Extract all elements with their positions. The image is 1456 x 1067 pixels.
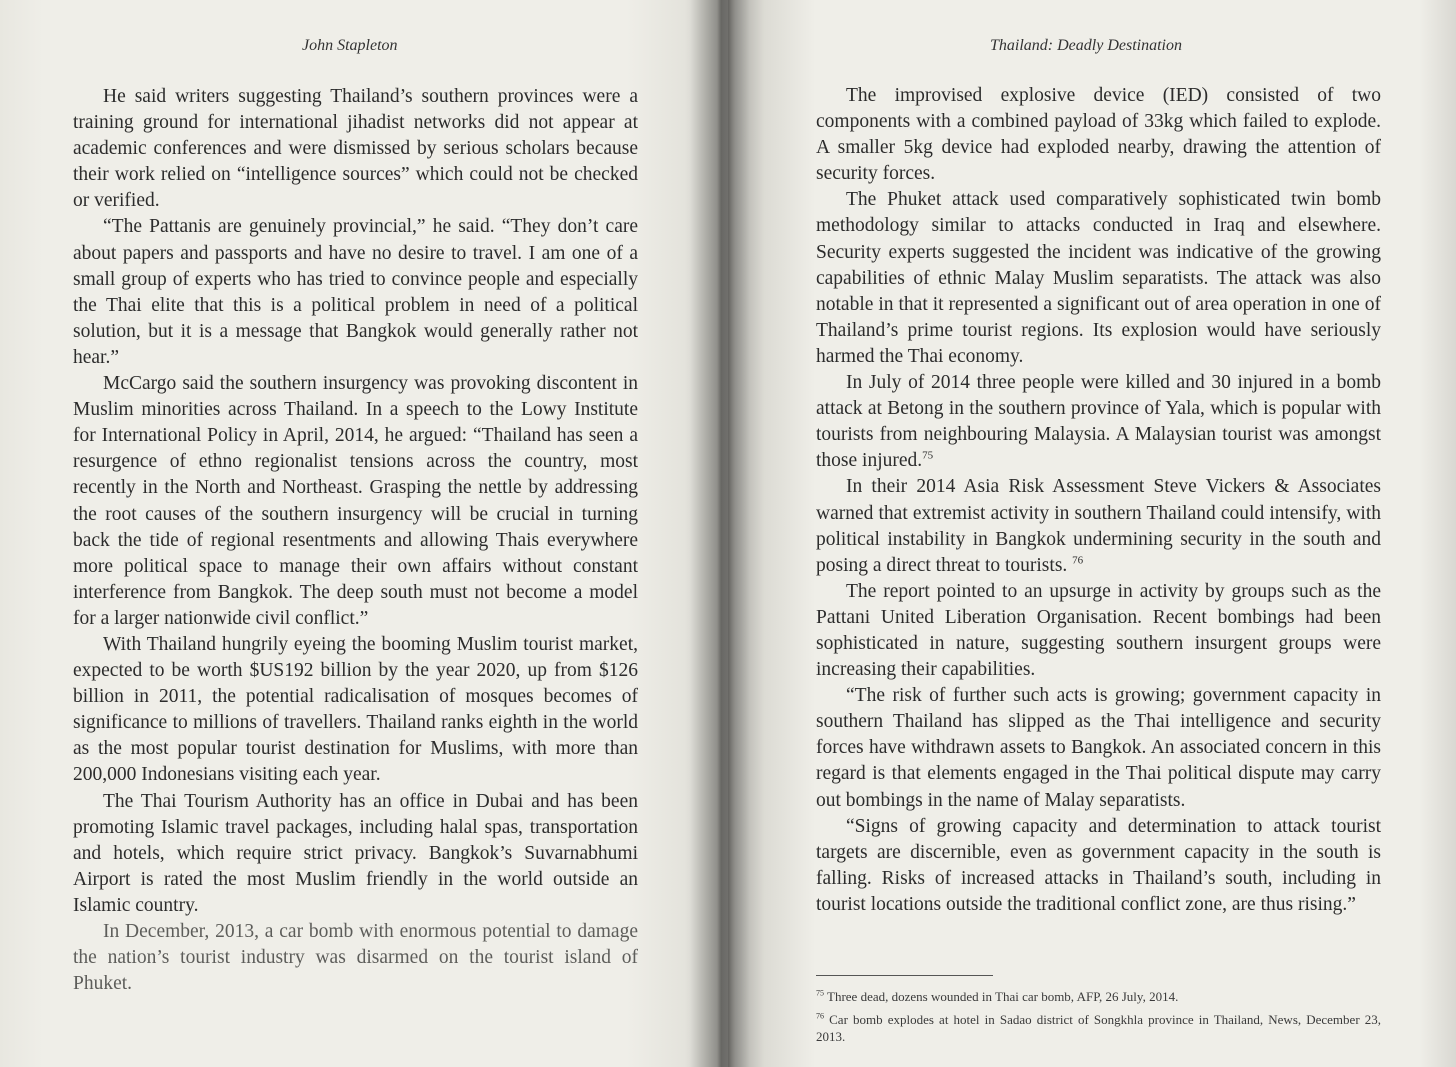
footnote-marker: 76 xyxy=(816,1011,824,1021)
paragraph: “Signs of growing capacity and determination to attack tourist targets are discernible, even as government capacity in the south is falling. Risks of increased attacks in Thailand’s south, including in tourist locations outside the traditional conflict zone, are thus rising.” xyxy=(816,815,1381,915)
paragraph: With Thailand hungrily eyeing the booming Muslim tourist market, expected to be worth $US192 billion by the year 2020, up from $126 billion in 2011, the potential radicalisation of mosques becomes of significance to millions of travellers. Thailand ranks eighth in the world as the most popular tourist destination for Muslims, with more than 200,000 Indonesians visiting each year. xyxy=(73,633,638,786)
running-head-title: Thailand: Deadly Destination xyxy=(990,37,1182,54)
footnote-text: Car bomb explodes at hotel in Sadao district of Songkhla province in Thailand, News, December 23, 2013. xyxy=(816,1012,1382,1044)
paragraph-text: In their 2014 Asia Risk Assessment Steve Vickers & Associates warned that extremist activity in southern Thailand could intensify, with political instability in Bangkok undermining security in the south and posing a direct threat to tourists. xyxy=(816,476,1381,576)
running-head-author: John Stapleton xyxy=(302,37,398,54)
paragraph-with-note xyxy=(816,370,1381,474)
paragraph: The improvised explosive device (IED) consisted of two components with a combined payload of 33kg which failed to explode. A smaller 5kg device had exploded nearby, drawing the attention of security forces. xyxy=(816,85,1381,185)
paragraph: “The risk of further such acts is growing; government capacity in southern Thailand has slipped as the Thai intelligence and security forces have withdrawn assets to Bangkok. An associated concern in this regard is that elements engaged in the Thai political dispute may carry out bombings in the name of Malay separatists. xyxy=(816,685,1381,811)
paragraph: He said writers suggesting Thailand’s southern provinces were a training ground for international jihadist networks did not appear at academic conferences and were dismissed by serious scholars because their work relied on “intelligence sources” which could not be checked or verified. xyxy=(73,86,638,212)
footnote-ref-75: 75 xyxy=(922,449,934,462)
footnote-text: Three dead, dozens wounded in Thai car bomb, AFP, 26 July, 2014. xyxy=(827,989,1179,1004)
paragraph: The Thai Tourism Authority has an office in Dubai and has been promoting Islamic travel packages, including halal spas, transportation and hotels, which require strict privacy. Bangkok’s Suvarnabhumi Airport is rated the most Muslim friendly in the world outside an Islamic country. xyxy=(73,790,638,916)
paragraph: McCargo said the southern insurgency was provoking discontent in Muslim minorities across Thailand. In a speech to the Lowy Institute for International Policy in April, 2014, he argued: “Thailand has seen a resurgence of ethno regionalist tensions across the country, most recently in the North and Northeast. Grasping the nettle by addressing the root causes of the southern insurgency will be crucial in turning back the tide of regional resentments and allowing Thais everywhere more political space to manage their own affairs without constant interference from Bangkok. The deep south must not become a model for a larger nationwide civil conflict.” xyxy=(73,373,638,629)
right-page-body xyxy=(816,83,1381,918)
left-page-body xyxy=(73,84,638,997)
footnote-marker: 75 xyxy=(816,988,824,998)
footnote-ref-76: 76 xyxy=(1072,554,1084,567)
footnote xyxy=(816,988,1381,1005)
paragraph: In December, 2013, a car bomb with enormous potential to damage the nation’s tourist industry was disarmed on the tourist island of Phuket. xyxy=(73,921,638,995)
paragraph-text: In July of 2014 three people were killed and 30 injured in a bomb attack at Betong in the southern province of Yala, which is popular with tourists from neighbouring Malaysia. A Malaysian tourist was amongst those injured. xyxy=(816,372,1381,472)
paragraph: The report pointed to an upsurge in activity by groups such as the Pattani United Liberation Organisation. Recent bombings had been sophisticated in nature, suggesting southern insurgent groups were increasing their capabilities. xyxy=(816,580,1381,681)
paragraph: “The Pattanis are genuinely provincial,” he said. “They don’t care about papers and passports and have no desire to travel. I am one of a small group of experts who has tried to convince people and especially the Thai elite that this is a political problem in need of a political solution, but it is a message that Bangkok would generally rather not hear.” xyxy=(73,216,638,368)
footnote xyxy=(816,1011,1381,1045)
footnotes xyxy=(816,988,1381,1051)
paragraph: The Phuket attack used comparatively sophisticated twin bomb methodology similar to attacks conducted in Iraq and elsewhere. Security experts suggested the incident was indicative of the growing capabilities of ethnic Malay Muslim separatists. The attack was also notable in that it represented a significant out of area operation in one of Thailand’s prime tourist regions. Its explosion would have seriously harmed the Thai economy. xyxy=(816,189,1381,367)
paragraph-with-note xyxy=(816,474,1381,578)
footnote-divider xyxy=(816,975,993,976)
right-page xyxy=(728,0,1456,1067)
